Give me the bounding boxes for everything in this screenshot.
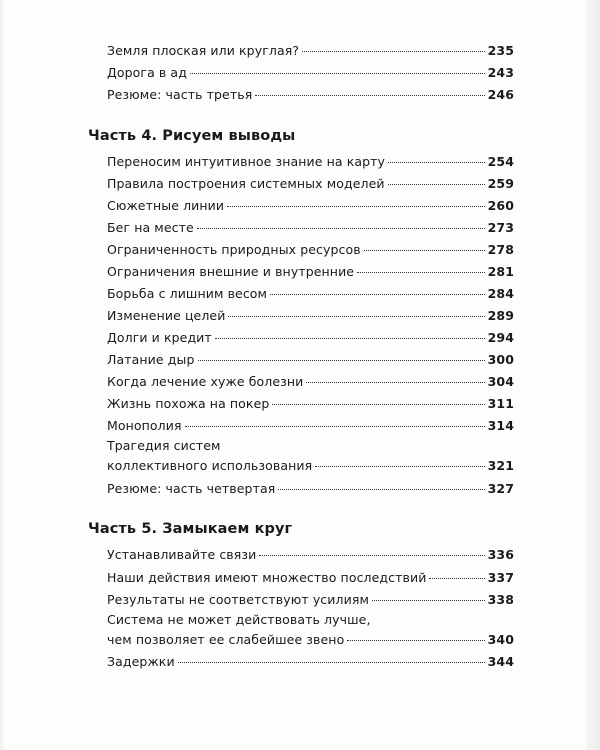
toc-entry — [107, 219, 514, 236]
leader-dots — [357, 272, 485, 273]
leader-dots — [259, 555, 484, 556]
part-heading: Часть 4. Рисуем выводы — [88, 128, 296, 144]
toc-entry-title: Дорога в ад — [107, 65, 187, 80]
toc-entry-page: 289 — [487, 308, 514, 323]
toc-entry-page: 235 — [487, 43, 514, 58]
toc-entry-title: Ограниченность природных ресурсов — [107, 242, 361, 257]
leader-dots — [372, 600, 485, 601]
toc-entry-title: чем позволяет ее слабейшее звено — [107, 632, 345, 647]
part-heading: Часть 5. Замыкаем круг — [88, 521, 293, 537]
leader-dots — [198, 360, 485, 361]
toc-entry — [107, 653, 514, 670]
toc-entry — [107, 591, 514, 608]
toc-entry — [107, 197, 514, 214]
toc-entry-page: 327 — [487, 481, 514, 496]
leader-dots — [306, 382, 484, 383]
toc-entry — [107, 285, 514, 302]
leader-dots — [270, 294, 485, 295]
toc-entry — [107, 241, 514, 258]
toc-entry — [107, 546, 514, 563]
toc-entry-page: 259 — [487, 176, 514, 191]
leader-dots — [197, 228, 485, 229]
toc-entry-page: 243 — [487, 65, 514, 80]
toc-entry — [107, 153, 514, 170]
toc-entry-title: Резюме: часть третья — [107, 87, 253, 102]
toc-entry-title: Устанавливайте связи — [107, 547, 257, 562]
leader-dots — [215, 338, 485, 339]
toc-entry — [107, 42, 514, 59]
leader-dots — [429, 578, 484, 579]
leader-dots — [178, 662, 485, 663]
leader-dots — [228, 316, 484, 317]
toc-entry — [107, 175, 514, 192]
leader-dots — [278, 489, 484, 490]
toc-entry-page: 246 — [487, 87, 514, 102]
toc-entry-page: 273 — [487, 220, 514, 235]
toc-entry-title: Латание дыр — [107, 352, 195, 367]
leader-dots — [388, 162, 485, 163]
toc-entry-title: Правила построения системных моделей — [107, 176, 385, 191]
toc-entry-title-line1: Трагедия систем — [107, 438, 221, 453]
leader-dots — [315, 466, 484, 467]
toc-entry-title: Борьба с лишним весом — [107, 286, 268, 301]
toc-entry — [107, 351, 514, 368]
toc-entry-title: Резюме: часть четвертая — [107, 481, 276, 496]
toc-entry-page: 304 — [487, 374, 514, 389]
toc-entry-title: Результаты не соответствуют усилиям — [107, 592, 369, 607]
toc-entry-page: 344 — [487, 654, 514, 669]
toc-entry-page: 300 — [487, 352, 514, 367]
toc-entry-page: 311 — [487, 396, 514, 411]
toc-entry-title: Земля плоская или круглая? — [107, 43, 300, 58]
leader-dots — [302, 51, 485, 52]
toc-entry-title: Монополия — [107, 418, 182, 433]
toc-entry-page: 281 — [487, 264, 514, 279]
toc-entry — [107, 395, 514, 412]
toc-entry — [107, 86, 514, 103]
toc-entry — [107, 263, 514, 280]
toc-entry-page: 284 — [487, 286, 514, 301]
toc-entry-title: Сюжетные линии — [107, 198, 225, 213]
toc-entry-title: Задержки — [107, 654, 175, 669]
toc-entry-title: Долги и кредит — [107, 330, 212, 345]
toc-entry-page: 314 — [487, 418, 514, 433]
leader-dots — [347, 640, 484, 641]
toc-entry — [107, 329, 514, 346]
toc-entry — [107, 307, 514, 324]
toc-entry-page: 340 — [487, 632, 514, 647]
leader-dots — [255, 95, 484, 96]
toc-entry-page: 254 — [487, 154, 514, 169]
toc-entry-title: Ограничения внешние и внутренние — [107, 264, 355, 279]
toc-entry-page: 337 — [487, 570, 514, 585]
leader-dots — [190, 73, 485, 74]
toc-entry — [107, 611, 514, 648]
leader-dots — [388, 184, 485, 185]
toc-entry-page: 321 — [487, 458, 514, 473]
toc-entry-title: Бег на месте — [107, 220, 194, 235]
toc-entry-title: Наши действия имеют множество последствий — [107, 570, 427, 585]
toc-entry-title: коллективного использования — [107, 458, 313, 473]
toc-entry — [107, 569, 514, 586]
toc-entry — [107, 417, 514, 434]
toc-entry-page: 338 — [487, 592, 514, 607]
toc-entry-page: 278 — [487, 242, 514, 257]
toc-entry — [107, 373, 514, 390]
toc-entry-title: Переносим интуитивное знание на карту — [107, 154, 386, 169]
toc-entry-page: 260 — [487, 198, 514, 213]
toc-entry-title: Когда лечение хуже болезни — [107, 374, 304, 389]
leader-dots — [185, 426, 485, 427]
toc-entry — [107, 437, 514, 474]
leader-dots — [364, 250, 485, 251]
toc-entry-title: Жизнь похожа на покер — [107, 396, 270, 411]
toc-entry-title-line1: Система не может действовать лучше, — [107, 612, 371, 627]
toc-entry-title: Изменение целей — [107, 308, 226, 323]
leader-dots — [272, 404, 484, 405]
toc-entry-page: 336 — [487, 547, 514, 562]
toc-entry — [107, 64, 514, 81]
leader-dots — [227, 206, 484, 207]
toc-entry-page: 294 — [487, 330, 514, 345]
toc-entry — [107, 480, 514, 497]
